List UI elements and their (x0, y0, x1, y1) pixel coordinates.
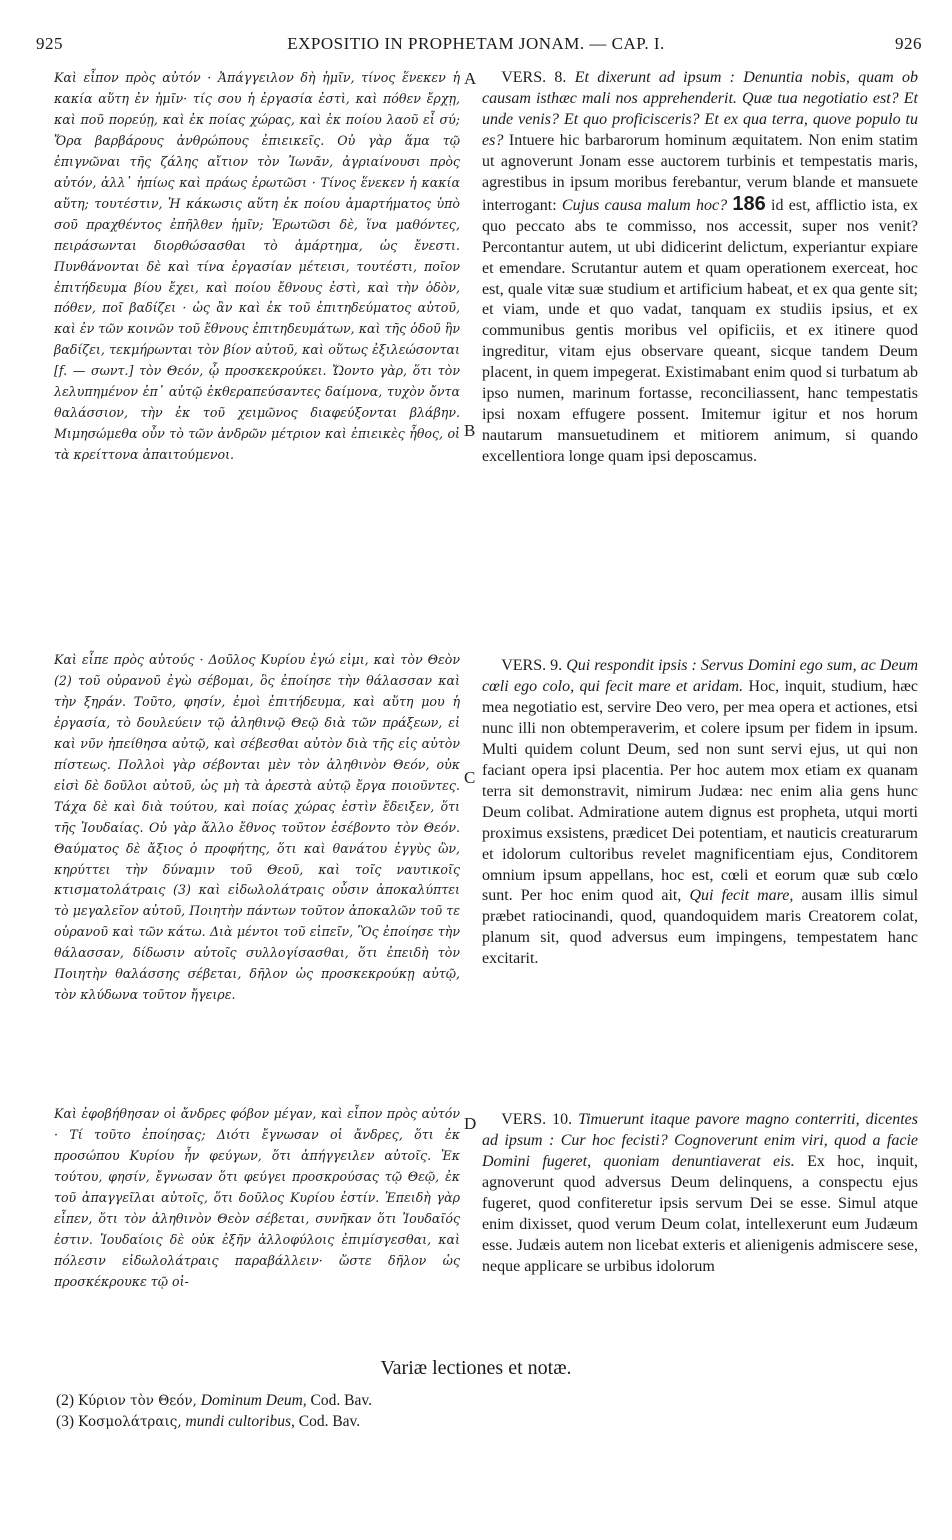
cujus-quote: Cujus causa malum hoc? (561, 196, 728, 214)
margin-letter-d: D (464, 1114, 477, 1133)
note-item (56, 1392, 372, 1410)
note-latin: Dominum Deum, (200, 1392, 307, 1409)
margin-letter-a: A (464, 69, 477, 88)
note-greek: Κύριον τὸν Θεόν, (77, 1393, 197, 1409)
latin-paragraph-1 (482, 68, 918, 468)
greek-text-1: Καὶ εἶπον πρὸς αὐτόν · Ἀπάγγειλον δὴ ἡμῖν, τίνος ἕνεκεν ἡ κακία αὕτη ἐν ἡμῖν· τίς σου ἡ ἐργασία ἐστὶ, καὶ πόθεν ἔρχῃ, καὶ ποῦ πορεύῃ, καὶ ἐκ ποίας χώρας, καὶ ἐκ ποίου λαοῦ εἶ σύ; Ὅρα βαρβάρους ἀνθρώπους ἐπιεικεῖς. Οὐ γὰρ ἅμα τῷ ἐπιγνῶναι τῆς ζάλης αἴτιον τὸν Ἰωνᾶν, ἀγριαίνουσι πρὸς αὐτόν, ἀλλ᾽ ἠπίως καὶ πράως ἐρωτῶσι · Τίνος ἕνεκεν ἡ κακία αὕτη; τουτέστιν, Ἡ κάκωσις αὕτη ἐκ ποίου ἁμαρτήματος ὑπὸ σοῦ πραχθέντος ἐπῆλθεν ἡμῖν; Ἐρωτῶσι δὲ, ἵνα μαθόντες, πειράσωνται διορθώσασθαι τὸ ἁμάρτημα, ὡς ἔνεστι. Πυνθάνονται δὲ καὶ τίνα ἐργασίαν μέτεισι, τουτέστι, ποῖον ἐπιτήδευμα βίου ἔχει, καὶ ποίου ἔθνους ἐστὶ, καὶ τὴν ὁδὸν, πόθεν, ποῖ βαδίζει · ὡς ἂν καὶ ἐκ τοῦ ἐπιτηδεύματος αὐτοῦ, καὶ ἐν τῶν κοινῶν τοῦ ἔθνους ἐπιτηδευμάτων, καὶ τῆς ὁδοῦ ἣν βαδίζει, τεκμήρωνται τὸν βίον αὐτοῦ, καὶ οὕτως ἐξιλεώσονται [f. — σωντ.] τὸν Θεόν, ᾧ προσκεκρούκει. Ὤοντο γὰρ, ὅτι τὸν λελυπημένον ἐπ᾽ αὐτῷ ἐκθεραπεύσαντες δαίμονα, τυχὸν ὄντα θαλάσσιον, τὴν ἐκ τοῦ χειμῶνος διαφεύξονται βλάβην. Μιμησώμεθα οὖν τὸ τῶν ἀνδρῶν μέτριον καὶ ἐπιεικὲς ἦθος, οἱ τὰ κρείττονα ἀπαιτούμενοι. (54, 70, 460, 463)
verse-lemma-8: Et dixerunt ad ipsum : Denuntia nobis, quam ob causam isthæc mali nos apprehenderit. Quæ tua negotiatio est? Et unde venis? Et quo proficisceris? Et ex qua terra, quove populo tu es? (482, 69, 918, 149)
verse-lemma-10: Timuerunt itaque pavore magno conterriti, dicentes ad ipsum : Cur hoc fecisti? Cognoverunt enim viri, quod a facie Domini fugeret, quoniam denuntiaverat eis. (482, 1111, 919, 1170)
latin-text-2b: ausam illis simul præbet ratiocinandi, quod, quandoquidem maris Creatorem colat, planum sit, quod adversus eum impingens, tempestatem hanc excitarit. (482, 887, 919, 968)
verse-label-9: VERS. 9. (501, 657, 563, 674)
latin-text-2a: Hoc, inquit, studium, hæc mea negotiatio est, servire Deo vero, per mea opera et actiones, etsi nunc illi non obtemperaverim, et colere ipsum per fidem in ipsum. Multi quidem colunt Deum, sed non sunt servi ejus, ut qui non faciant opera ipsi placentia. Per hoc autem mox etiam ex quanam terra sit demonstravit, nimirum Judæa: nec enim alia gens hunc Deum colibat. Admiratione autem dignus est propheta, utqui morti proximus exsistens, prædicet Dei potentiam, et nauticis creaturarum et idolorum cultoribus revelet magnificentiam ejus, Conditorem omnium ipsum appellans, hoc est, cœli et eorum quæ sub cœlo sunt. Per hoc enim quod ait, (482, 677, 919, 905)
verse-label-8: VERS. 8. (501, 69, 567, 86)
greek-paragraph-2 (54, 650, 460, 1006)
margin-letter-c: C (464, 768, 476, 787)
notes-title: Variæ lectiones et notæ. (380, 1357, 572, 1379)
latin-text-3: Ex hoc, inquit, agnoverunt quod adversus Deum delinquens, a conspectu ejus fugeret, quod confiteretur ipsis servum Dei se esse. Simul atque enim dixisset, quod verum Deum colat, intellexerunt eum Judæum esse. Judæis autem non licebat exteris et alienigenis admiscere sese, neque applicare se urbibus idolorum (482, 1152, 918, 1275)
note-number: (2) (56, 1392, 75, 1409)
latin-text-1b: id est, afflictio ista, ex quo peccato abs te commisso, nos accessit, super nos venit? Percontantur autem, ut ubi didicerint delictum, experiantur expiare et emendare. Scrutantur autem et quam operationem exerceat, hoc est, quale vitæ suæ studium et artificium habeat, et ex qua gente sit; et viam, unde et quo vadat, tanquam ex studiis ipsius, et ex communibus gentis moribus vel opificiis, et ex itinere quod ingreditur, vitam ejus observare queant, sicque tandem Deum placent, in quem impegerat. Existimabant enim quod si turbatum ab ipso numen, marinum fortasse, reconciliassent, hanc tempestatis ipsi noxam effugere possent. Imitemur igitur et nos horum nautarum mansuetudinem et mitiorem animum, si quando excellentiora longe quam ipsi deposcamus. (482, 196, 919, 466)
verse-lemma-9: Qui respondit ipsis : Servus Domini ego sum, ac Deum cœli ego colo, qui fecit mare et aridam. (482, 657, 919, 695)
page-number-left: 925 (36, 34, 63, 53)
greek-text-2: Καὶ εἶπε πρὸς αὐτούς · Δοῦλος Κυρίου ἐγώ εἰμι, καὶ τὸν Θεὸν (2) τοῦ οὐρανοῦ ἐγὼ σέβομαι, ὃς ἐποίησε τὴν θάλασσαν καὶ τὴν ξηράν. Τοῦτο, φησίν, ἐμοὶ ἐπιτήδευμα, καὶ αὕτη μου ἡ ἐργασία, τὸ δουλεύειν τῷ ἀληθινῷ Θεῷ διὰ τῶν πράξεων, εἰ καὶ νῦν ἠπείθησα αὐτῷ, καὶ σέβεσθαι αὐτὸν διὰ τῆς εἰς αὐτὸν πίστεως. Πολλοὶ γὰρ σέβονται μὲν τὸν ἀληθινὸν Θεόν, οὐκ εἰσὶ δὲ δοῦλοι αὐτοῦ, ὡς μὴ τὰ ἀρεστὰ αὐτῷ ἔργα ποιοῦντες. Τάχα δὲ καὶ διὰ τούτου, καὶ ποίας χώρας ἐστὶν ἔδειξεν, ὅτι τῆς Ἰουδαίας. Οὐ γὰρ ἄλλο ἔθνος τοῦτον ἐσέβοντο τὸν Θεόν. Θαύματος δὲ ἄξιος ὁ προφήτης, ὅτι καὶ θανάτου ἐγγὺς ὢν, κηρύττει τὴν δύναμιν τοῦ Θεοῦ, καὶ τοῖς ναυτικοῖς κτισματολάτραις (3) καὶ εἰδωλολάτραις οὖσιν ἀποκαλύπτει τὸ μεγαλεῖον αὐτοῦ, Ποιητὴν πάντων τοῦτον ἀποκαλῶν τοῦ τε οὐρανοῦ καὶ τῶν κάτω. Διὰ μέντοι τοῦ εἰπεῖν, Ὃς ἐποίησε τὴν θάλασσαν, δίδωσιν αὐτοῖς συλλογίσασθαι, ὅτι ἐπειδὴ τὸν Ποιητὴν θαλάσσης σέβεται, δῆλον ὡς προσκεκρούκῃ αὐτῷ, τὸν κλύδωνα τοῦτον ἤγειρε. (54, 652, 460, 1003)
verse-label-10: VERS. 10. (501, 1111, 573, 1128)
note-codex: Cod. Bav. (310, 1392, 372, 1409)
page-header (30, 34, 922, 58)
column-marker: 186 (732, 192, 766, 215)
note-codex: Cod. Bav. (298, 1413, 361, 1430)
greek-text-3: Καὶ ἐφοβήθησαν οἱ ἄνδρες φόβον μέγαν, καὶ εἶπον πρὸς αὐτόν · Τί τοῦτο ἐποίησας; Διότι ἔγνωσαν οἱ ἄνδρες, ὅτι ἐκ προσώπου Κυρίου ἦν φεύγων, ὅτι ἀπήγγειλεν αὐτοῖς. Ἐκ τούτου, φησίν, ἔγνωσαν ὅτι φεύγει προσκρούσας τῷ Θεῷ, ἐκ τοῦ ἀπαγγεῖλαι αὐτοῖς, ὅτι δοῦλος Κυρίου ἐστίν. Ἐπειδὴ γὰρ εἶπεν, ὅτι τὸν ἀληθινὸν Θεὸν σέβεται, συνῆκαν ὅτι Ἰουδαῖός ἐστιν. Ἰουδαίοις δὲ οὐκ ἐξῆν ἀλλοφύλοις ἐπιμίσγεσθαι, καὶ πόλεσιν εἰδωλολάτραις παραβάλλειν· ὥστε δῆλον ὡς προσκέκρουκε τῷ οἱ- (54, 1106, 460, 1289)
note-latin: mundi cultoribus, (185, 1413, 295, 1430)
page-number-right: 926 (895, 34, 922, 53)
margin-letter-b: B (464, 421, 476, 440)
latin-paragraph-2 (482, 656, 918, 970)
note-greek: Κοσμολάτραις, (77, 1414, 182, 1430)
note-item (56, 1413, 360, 1431)
greek-paragraph-3 (54, 1104, 460, 1293)
note-number: (3) (56, 1413, 75, 1430)
running-title: EXPOSITIO IN PROPHETAM JONAM. — CAP. I. (287, 34, 665, 53)
greek-paragraph-1 (54, 68, 460, 466)
latin-paragraph-3 (482, 1110, 918, 1278)
fecit-quote: Qui fecit mare, (689, 887, 794, 905)
latin-text-1a: Intuere hic barbarorum hominum æquitatem. Non enim statim ut agnoverunt Jonam esse auctorem turbinis et tempestatis maris, agrestibus in ipsum moribus ferebantur, verum blande et mansuete interrogant: (482, 131, 919, 214)
